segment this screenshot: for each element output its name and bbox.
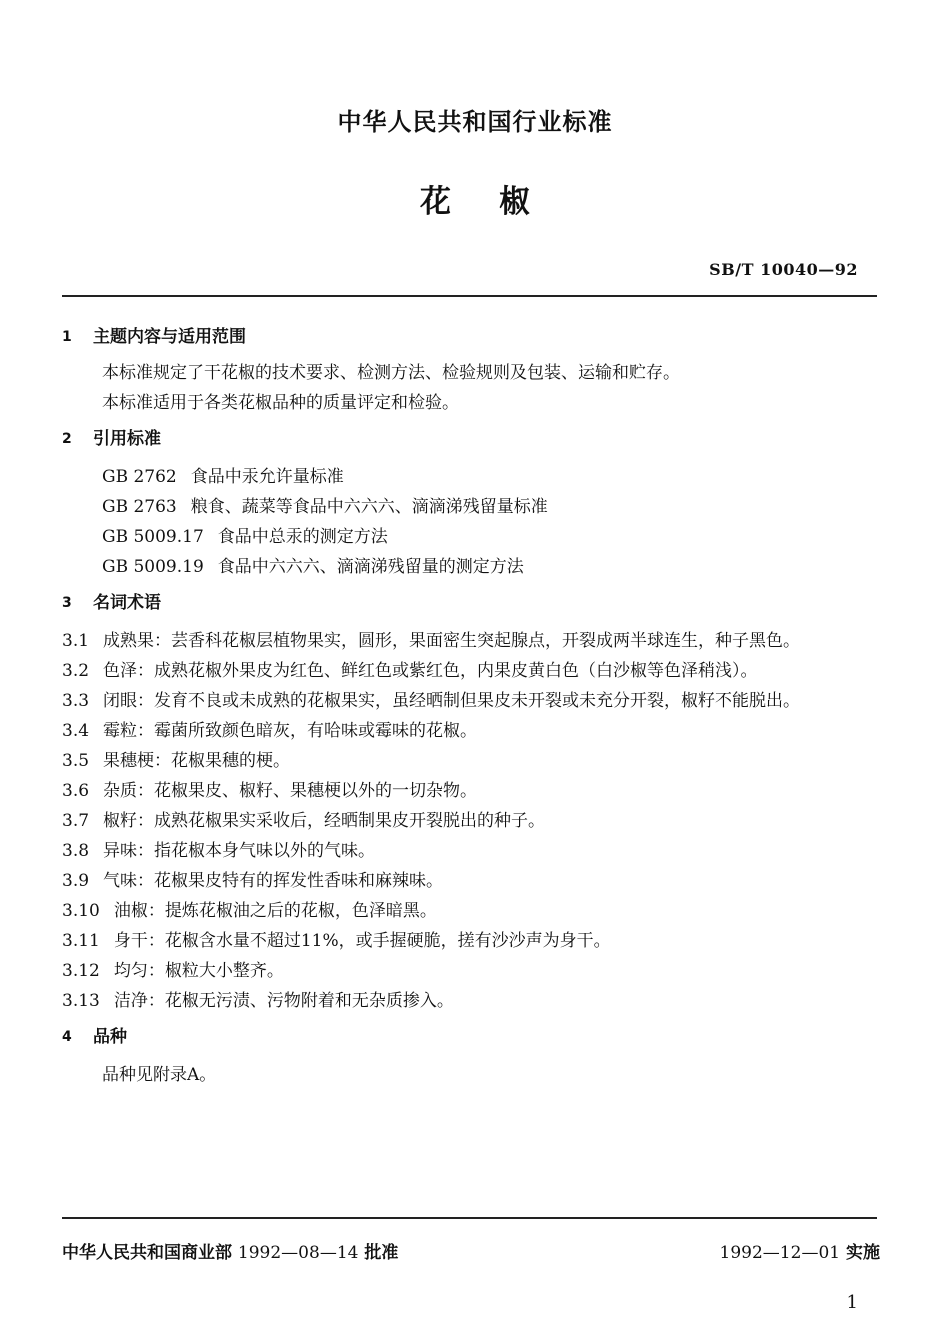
term-text: 果穗梗：花椒果穗的梗。 <box>103 751 291 771</box>
reference-code: GB 5009.17 <box>102 527 204 547</box>
term-number: 3.9 <box>62 871 90 891</box>
effective-label: 实施 <box>846 1243 880 1263</box>
approval-line <box>62 1238 398 1263</box>
term-item <box>62 866 882 896</box>
section-4-heading <box>62 1022 882 1052</box>
term-item <box>62 776 882 806</box>
section-number: 4 <box>62 1029 72 1045</box>
paragraph: 品种见附录A。 <box>102 1065 217 1085</box>
term-number: 3.5 <box>62 751 90 771</box>
issuer: 中华人民共和国商业部 <box>62 1243 232 1263</box>
term-text: 椒籽：成熟花椒果实采收后，经晒制果皮开裂脱出的种子。 <box>103 811 546 831</box>
reference-item <box>102 522 882 552</box>
reference-item <box>102 492 882 522</box>
header-divider <box>62 295 877 297</box>
terms-list <box>62 626 882 1016</box>
term-item <box>62 806 882 836</box>
term-text: 洁净：花椒无污渍、污物附着和无杂质掺入。 <box>113 991 454 1011</box>
term-text: 杂质：花椒果皮、椒籽、果穗梗以外的一切杂物。 <box>103 781 478 801</box>
reference-name: 食品中汞允许量标准 <box>190 467 344 487</box>
term-item <box>62 926 882 956</box>
term-text: 身干：花椒含水量不超过11%，或手握硬脆，搓有沙沙声为身干。 <box>113 931 611 951</box>
approve-date: 1992—08—14 <box>237 1243 359 1263</box>
paragraph: 本标准规定了干花椒的技术要求、检测方法、检验规则及包装、运输和贮存。 <box>102 363 680 383</box>
term-number: 3.12 <box>62 961 100 981</box>
effective-date: 1992—12—01 <box>719 1243 841 1263</box>
term-number: 3.10 <box>62 901 100 921</box>
reference-item <box>102 552 882 582</box>
term-number: 3.7 <box>62 811 90 831</box>
section-title: 引用标准 <box>93 429 161 449</box>
reference-code: GB 5009.19 <box>102 557 204 577</box>
term-item <box>62 986 882 1016</box>
reference-list <box>62 462 882 582</box>
term-number: 3.11 <box>62 931 100 951</box>
term-item <box>62 836 882 866</box>
org-title: 中华人民共和国行业标准 <box>337 108 613 136</box>
term-number: 3.3 <box>62 691 90 711</box>
term-text: 异味：指花椒本身气味以外的气味。 <box>103 841 376 861</box>
approve-label: 批准 <box>364 1243 399 1263</box>
reference-item <box>102 462 882 492</box>
term-text: 均匀：椒粒大小整齐。 <box>113 961 284 981</box>
section-number: 3 <box>62 595 72 611</box>
doc-title: 花椒 <box>420 184 578 220</box>
term-number: 3.2 <box>62 661 90 681</box>
term-text: 油椒：提炼花椒油之后的花椒，色泽暗黑。 <box>113 901 437 921</box>
reference-name: 粮食、蔬菜等食品中六六六、滴滴涕残留量标准 <box>190 497 548 517</box>
term-text: 气味：花椒果皮特有的挥发性香味和麻辣味。 <box>103 871 444 891</box>
footer-divider <box>62 1217 877 1219</box>
section-number: 2 <box>62 431 72 447</box>
reference-name: 食品中六六六、滴滴涕残留量的测定方法 <box>217 557 524 577</box>
term-number: 3.8 <box>62 841 90 861</box>
section-2-heading <box>62 424 882 454</box>
term-item <box>62 686 882 716</box>
term-number: 3.13 <box>62 991 100 1011</box>
term-number: 3.4 <box>62 721 90 741</box>
term-text: 成熟果：芸香科花椒层植物果实，圆形，果面密生突起腺点，开裂成两半球连生，种子黑色。 <box>103 631 801 651</box>
page-number: 1 <box>846 1292 858 1313</box>
term-item <box>62 626 882 656</box>
section-title: 主题内容与适用范围 <box>93 327 246 347</box>
standard-code: SB/T 10040—92 <box>709 260 858 279</box>
document-body <box>62 322 882 1090</box>
paragraph: 本标准适用于各类花椒品种的质量评定和检验。 <box>102 393 459 413</box>
effective-line <box>720 1238 880 1263</box>
term-item <box>62 896 882 926</box>
reference-code: GB 2763 <box>102 497 177 517</box>
reference-code: GB 2762 <box>102 467 177 487</box>
term-text: 色泽：成熟花椒外果皮为红色、鲜红色或紫红色，内果皮黄白色（白沙椒等色泽稍浅）。 <box>103 661 758 681</box>
section-number: 1 <box>62 329 72 345</box>
term-item <box>62 656 882 686</box>
term-number: 3.1 <box>62 631 90 651</box>
term-item <box>62 746 882 776</box>
term-number: 3.6 <box>62 781 90 801</box>
term-text: 闭眼：发育不良或未成熟的花椒果实，虽经晒制但果皮未开裂或未充分开裂，椒籽不能脱出。 <box>103 691 801 711</box>
section-title: 品种 <box>93 1027 127 1047</box>
term-item <box>62 716 882 746</box>
reference-name: 食品中总汞的测定方法 <box>217 527 388 547</box>
section-title: 名词术语 <box>93 593 161 613</box>
section-1-heading <box>62 322 882 352</box>
term-item <box>62 956 882 986</box>
term-text: 霉粒：霉菌所致颜色暗灰，有哈味或霉味的花椒。 <box>103 721 478 741</box>
section-3-heading <box>62 588 882 618</box>
